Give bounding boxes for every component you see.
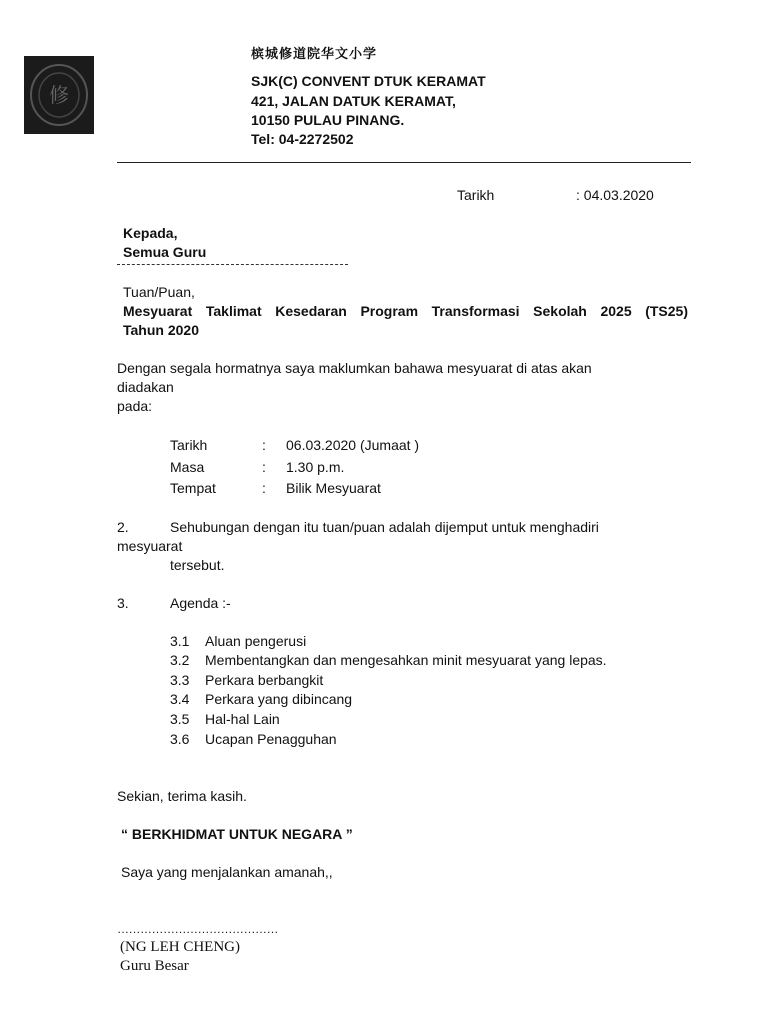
subject-line-2: Tahun 2020 [123,322,199,338]
agenda-item-text: Membentangkan dan mengesahkan minit mesyuarat yang lepas. [205,652,607,668]
intro-line-1: Dengan segala hormatnya saya maklumkan bahawa mesyuarat di atas akan [117,360,592,376]
address-line-2: 10150 PULAU PINANG. [251,112,405,128]
agenda-item-number: 3.5 [170,711,190,727]
school-crest-icon [24,56,94,134]
detail-label: Tempat [170,480,216,496]
para2-line-3: tersebut. [170,557,225,573]
closing-text: Sekian, terima kasih. [117,788,247,804]
detail-label: Masa [170,459,205,475]
agenda-item-text: Hal-hal Lain [205,711,280,727]
detail-label: Tarikh [170,437,208,453]
recipient-name: Semua Guru [123,244,207,260]
agenda-item-number: 3.2 [170,652,190,668]
recipient-heading: Kepada, [123,225,178,241]
agenda-item-text: Ucapan Penagguhan [205,731,337,747]
detail-separator: : [262,437,266,453]
subject-line-1: Mesyuarat Taklimat Kesedaran Program Transformasi Sekolah 2025 (TS25) [123,303,688,319]
salutation: Tuan/Puan, [123,284,195,300]
school-name-chinese: 槟城修道院华文小学 [251,47,378,62]
para2-number: 2. [117,519,129,535]
detail-value: 06.03.2020 (Jumaat ) [286,437,420,453]
para2-line-2: mesyuarat [117,538,183,554]
school-name: SJK(C) CONVENT DTUK KERAMAT [251,73,486,89]
agenda-item-text: Perkara yang dibincang [205,691,353,707]
agenda-item-number: 3.6 [170,731,190,747]
header-divider [117,162,691,163]
signatory-title: Guru Besar [120,958,189,974]
address-line-1: 421, JALAN DATUK KERAMAT, [251,93,456,109]
intro-line-3: pada: [117,398,153,414]
signature-dots: …………………………………… [117,922,278,936]
agenda-title: Agenda :- [170,595,231,611]
trust-statement: Saya yang menjalankan amanah,, [121,864,333,880]
detail-separator: : [262,459,266,475]
agenda-number: 3. [117,595,129,611]
detail-value: 1.30 p.m. [286,459,345,475]
intro-line-2: diadakan [117,379,174,395]
date-label: Tarikh [457,187,495,203]
date-value: : 04.03.2020 [576,187,654,203]
agenda-item-text: Perkara berbangkit [205,672,324,688]
motto: “ BERKHIDMAT UNTUK NEGARA ” [121,826,353,842]
agenda-item-text: Aluan pengerusi [205,633,307,649]
detail-value: Bilik Mesyuarat [286,480,381,496]
svg-text:修: 修 [49,83,69,107]
agenda-item-number: 3.4 [170,691,190,707]
recipient-underline [117,264,348,265]
agenda-item-number: 3.3 [170,672,190,688]
agenda-item-number: 3.1 [170,633,190,649]
signatory-name: (NG LEH CHENG) [120,939,240,955]
detail-separator: : [262,480,266,496]
para2-line-1: Sehubungan dengan itu tuan/puan adalah dijemput untuk menghadiri [170,519,599,535]
telephone: Tel: 04-2272502 [251,131,354,147]
